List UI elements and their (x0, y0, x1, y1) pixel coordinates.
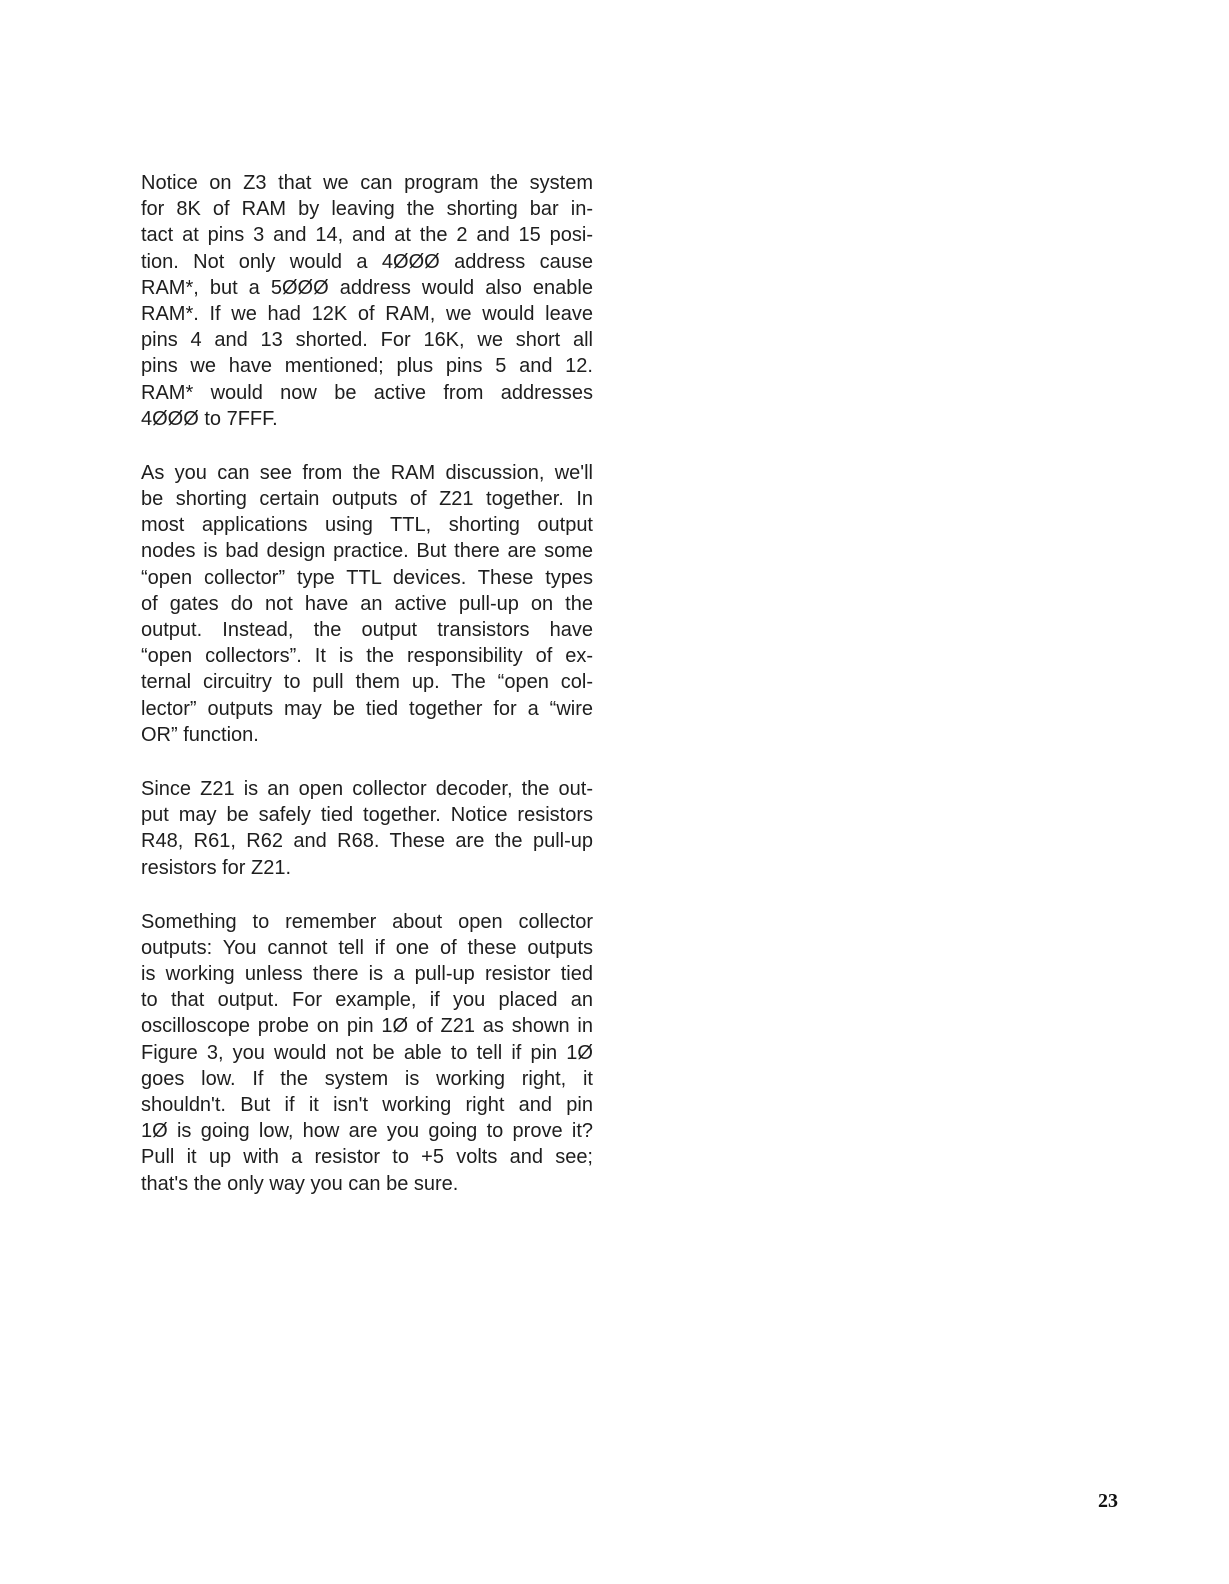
text-line: tact at pins 3 and 14, and at the 2 and 15 posi- (141, 224, 593, 247)
text-line: lector” outputs may be tied together for a “wire (141, 697, 593, 720)
text-line: goes low. If the system is working right, it (141, 1067, 593, 1090)
text-line: resistors for Z21. (141, 856, 292, 879)
text-line: tion. Not only would a 4ØØØ address cause (141, 250, 593, 273)
text-line: of gates do not have an active pull-up on the (141, 592, 593, 615)
text-line: shouldn't. But if it isn't working right and pin (141, 1094, 593, 1116)
text-line: As you can see from the RAM discussion, we'll (141, 461, 593, 484)
text-line: Pull it up with a resistor to +5 volts and see; (141, 1146, 593, 1169)
paragraph-open-collector (141, 460, 593, 748)
paragraph-z21-decoder (141, 776, 593, 881)
text-line: RAM*. If we had 12K of RAM, we would leave (141, 302, 593, 325)
text-line: oscilloscope probe on pin 1Ø of Z21 as shown in (141, 1015, 593, 1038)
text-line: nodes is bad design practice. But there are some (141, 540, 593, 563)
text-line: Figure 3, you would not be able to tell if pin 1Ø (141, 1041, 593, 1064)
text-line: “open collector” type TTL devices. These types (141, 566, 593, 589)
text-line: pins 4 and 13 shorted. For 16K, we short all (141, 329, 593, 352)
paragraph-remember-outputs (141, 909, 593, 1197)
text-line: most applications using TTL, shorting output (141, 514, 593, 537)
text-line: RAM* would now be active from addresses (141, 381, 593, 404)
text-line: Since Z21 is an open collector decoder, the out- (141, 777, 593, 800)
text-line: 1Ø is going low, how are you going to prove it? (141, 1120, 593, 1143)
text-line: Notice on Z3 that we can program the system (141, 172, 593, 194)
text-line: that's the only way you can be sure. (141, 1172, 459, 1195)
text-line: be shorting certain outputs of Z21 together. In (141, 488, 593, 511)
text-line: outputs: You cannot tell if one of these outputs (141, 936, 593, 959)
paragraph-ram-programming (141, 170, 593, 432)
text-line: to that output. For example, if you placed an (141, 989, 593, 1012)
text-line: 4ØØØ to 7FFF. (141, 407, 278, 430)
text-line: R48, R61, R62 and R68. These are the pull-up (141, 830, 593, 853)
text-line: pins we have mentioned; plus pins 5 and 12. (141, 355, 593, 378)
text-line: Something to remember about open collector (141, 910, 593, 933)
text-line: RAM*, but a 5ØØØ address would also enable (141, 276, 593, 299)
text-line: for 8K of RAM by leaving the shorting bar in- (141, 198, 593, 221)
text-line: ternal circuitry to pull them up. The “open col- (141, 671, 593, 694)
page-number: 23 (1098, 1490, 1118, 1512)
text-line: OR” function. (141, 723, 259, 746)
text-line: “open collectors”. It is the responsibility of ex- (141, 645, 593, 668)
text-column (141, 170, 593, 1225)
text-line: put may be safely tied together. Notice resistors (141, 804, 593, 827)
text-line: is working unless there is a pull-up resistor tied (141, 963, 593, 986)
text-line: output. Instead, the output transistors have (141, 619, 593, 641)
